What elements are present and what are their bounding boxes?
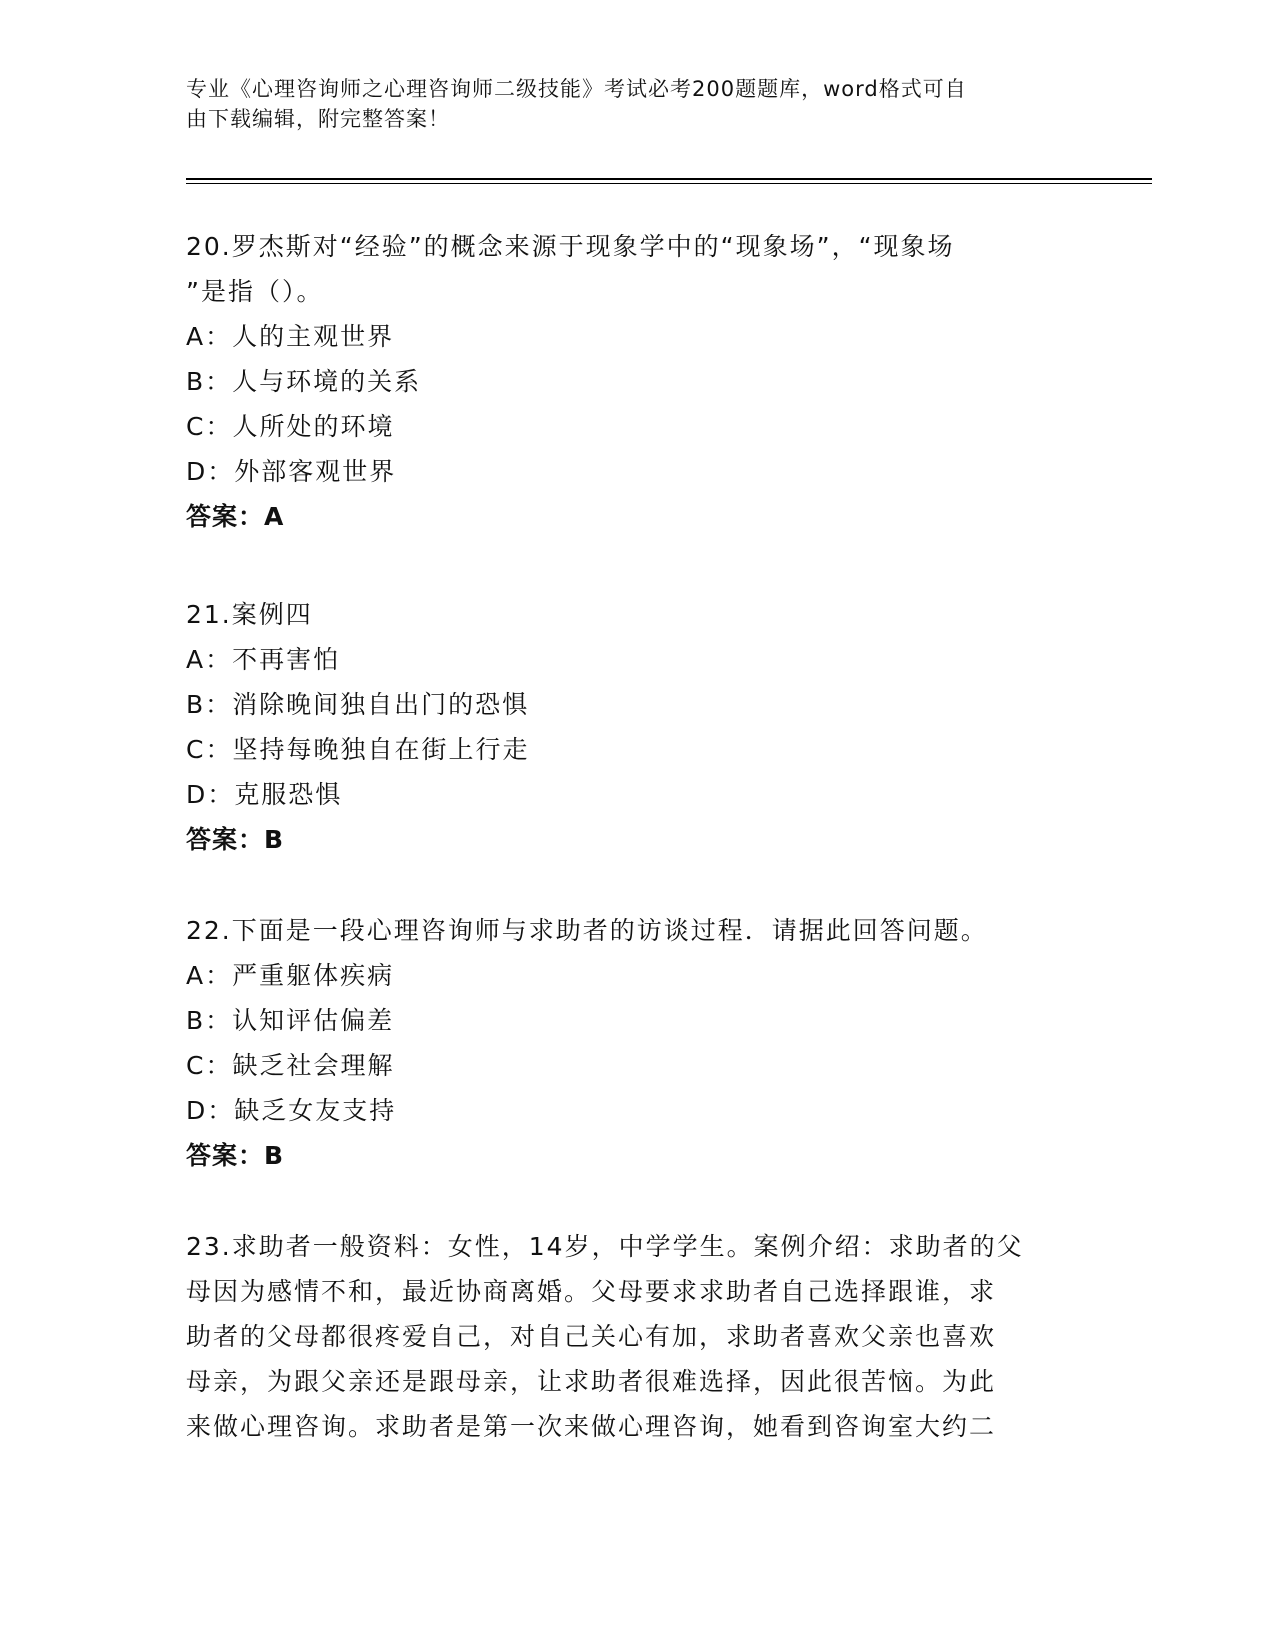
- question-21: [186, 592, 1086, 862]
- question-22: [186, 908, 1086, 1178]
- question-stem-line: 22.下面是一段心理咨询师与求助者的访谈过程．请据此回答问题。: [186, 916, 988, 945]
- question-stem-line: 来做心理咨询。求助者是第一次来做心理咨询，她看到咨询室大约二: [186, 1412, 997, 1441]
- option-d: D：克服恐惧: [186, 780, 343, 809]
- document-header: [186, 74, 1066, 134]
- option-d: D：缺乏女友支持: [186, 1096, 397, 1125]
- answer-line: 答案：A: [186, 502, 285, 531]
- option-c: C：人所处的环境: [186, 412, 395, 441]
- option-a: A：人的主观世界: [186, 322, 395, 351]
- question-stem-line: ”是指（）。: [186, 277, 324, 306]
- question-20: [186, 224, 1086, 539]
- header-divider-thick: [186, 178, 1152, 180]
- option-a: A：不再害怕: [186, 645, 341, 674]
- question-stem-line: 母亲，为跟父亲还是跟母亲，让求助者很难选择，因此很苦恼。为此: [186, 1367, 997, 1396]
- header-divider-thin: [186, 183, 1152, 184]
- option-c: C：缺乏社会理解: [186, 1051, 395, 1080]
- option-c: C：坚持每晚独自在街上行走: [186, 735, 530, 764]
- option-b: B：认知评估偏差: [186, 1006, 395, 1035]
- answer-line: 答案：B: [186, 1141, 285, 1170]
- option-a: A：严重躯体疾病: [186, 961, 395, 990]
- option-b: B：人与环境的关系: [186, 367, 422, 396]
- answer-line: 答案：B: [186, 825, 285, 854]
- header-line-1: 专业《心理咨询师之心理咨询师二级技能》考试必考200题题库，word格式可自: [186, 77, 967, 101]
- option-d: D：外部客观世界: [186, 457, 397, 486]
- question-stem-line: 助者的父母都很疼爱自己，对自己关心有加，求助者喜欢父亲也喜欢: [186, 1322, 997, 1351]
- question-stem-line: 母因为感情不和，最近协商离婚。父母要求求助者自己选择跟谁，求: [186, 1277, 997, 1306]
- question-23: [186, 1224, 1086, 1449]
- question-stem-line: 20.罗杰斯对“经验”的概念来源于现象学中的“现象场”，“现象场: [186, 232, 955, 261]
- question-stem-line: 23.求助者一般资料：女性，14岁，中学学生。案例介绍：求助者的父: [186, 1232, 1024, 1261]
- question-stem-line: 21.案例四: [186, 600, 313, 629]
- option-b: B：消除晚间独自出门的恐惧: [186, 690, 530, 719]
- header-line-2: 由下载编辑，附完整答案！: [186, 107, 450, 131]
